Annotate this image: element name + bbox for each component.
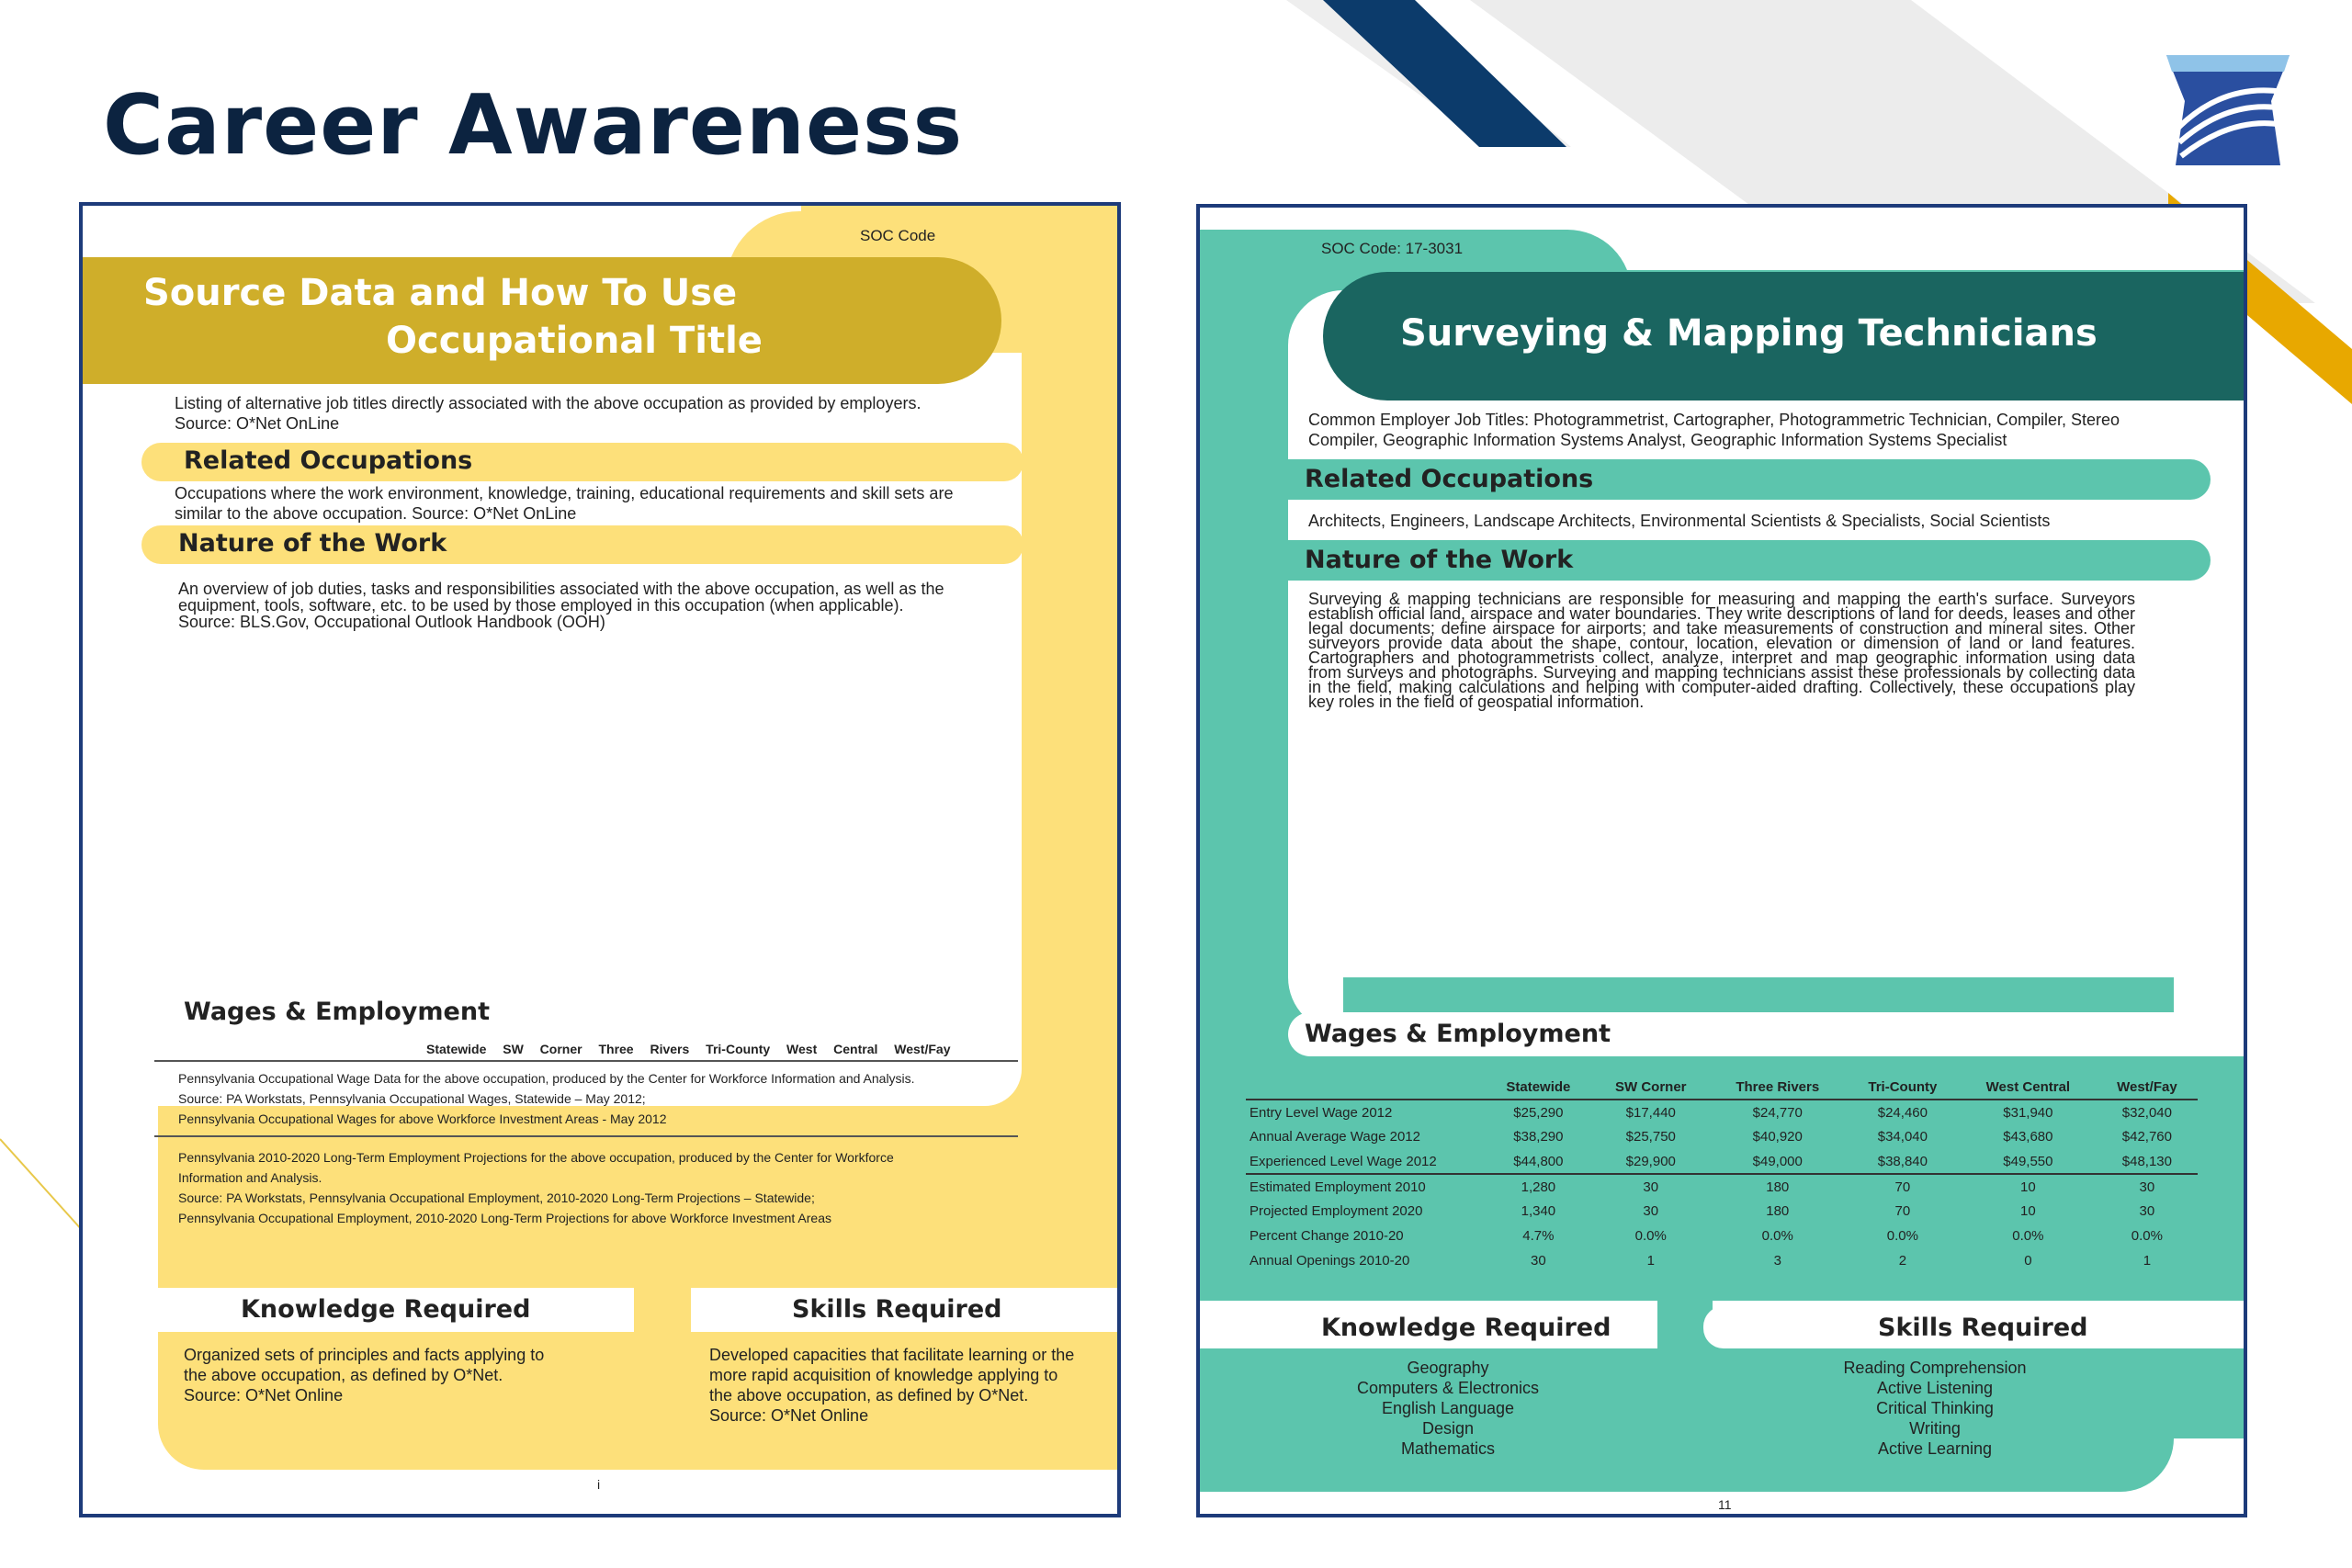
col-three-rivers: Three Rivers: [1736, 1078, 1820, 1095]
wages-note-3: Pennsylvania Occupational Wages for above Workforce Investment Areas - May 2012: [178, 1111, 667, 1126]
template-title-line1: Source Data and How To Use: [143, 272, 738, 314]
nature-heading: Nature of the Work: [178, 529, 447, 558]
row-label: Projected Employment 2020: [1250, 1203, 1423, 1219]
employment-note-2: Information and Analysis.: [178, 1170, 322, 1185]
table-cell: 180: [1766, 1179, 1790, 1195]
table-row: [1246, 1149, 2198, 1174]
col-statewide: Statewide: [1506, 1078, 1571, 1095]
skills-desc-1: Developed capacities that facilitate learning or the: [709, 1346, 1075, 1364]
wages-note-1: Pennsylvania Occupational Wage Data for the above occupation, produced by the Center for Workforce Information and Analysis.: [178, 1071, 915, 1086]
table-cell: 1,340: [1521, 1203, 1556, 1219]
knowledge-heading: Knowledge Required: [241, 1295, 531, 1324]
page-number-right: 11: [1718, 1497, 1732, 1512]
list-item: Geography: [1407, 1359, 1489, 1377]
table-cell: 0.0%: [1761, 1228, 1793, 1244]
table-row: [1246, 1174, 2198, 1199]
employment-note-1: Pennsylvania 2010-2020 Long-Term Employment Projections for the above occupation, produced by the Center for Workforce: [178, 1150, 894, 1165]
nature-desc-1: An overview of job duties, tasks and responsibilities associated with the above occupation, as well as the: [178, 580, 944, 598]
table-cell: $34,040: [1877, 1129, 1928, 1145]
table-cell: $38,840: [1877, 1153, 1928, 1169]
table-row: [1246, 1248, 2198, 1273]
template-page: [79, 202, 1121, 1517]
soc-code-label: SOC Code: [860, 227, 936, 244]
nature-desc-2: equipment, tools, software, etc. to be used by those employed in this occupation (when applicable).: [178, 596, 904, 615]
table-cell: 70: [1894, 1179, 1911, 1195]
list-item: Mathematics: [1400, 1439, 1496, 1458]
wages-heading: Wages & Employment: [184, 998, 490, 1026]
table-cell: 1,280: [1521, 1179, 1556, 1195]
related-occupations-list: Architects, Engineers, Landscape Architects, Environmental Scientists & Specialists, Social Scientists: [1308, 512, 2051, 530]
col-west-central: West Central: [1985, 1078, 2071, 1095]
table-cell: 30: [2139, 1203, 2155, 1219]
table-row: [1246, 1199, 2198, 1224]
table-cell: $43,680: [2003, 1129, 2053, 1145]
table-cell: 2: [1898, 1253, 1907, 1269]
table-row: [1246, 1224, 2198, 1248]
nature-description: Surveying & mapping technicians are responsible for measuring and mapping the earth's surface. Surveyors establish official land, airspace and water boundaries. They write descriptions of land for deeds, leases and other legal documents; define airspace for airports; and take measurements of construction and mineral sites. Other surveyors provide data about the shape, contour, location, elevation or dimension of land or land features. Cartographers and photogrammetrists collect, analyze, interpret and map geographic information using data from surveys and photographs. Surveying and mapping technicians assist these professionals by collecting data in the field, making calculations and helping with computer-aided drafting. Collectively, these occupations play key roles in the field of geospatial information.: [1308, 590, 2135, 711]
table-cell: $24,770: [1752, 1104, 1803, 1121]
knowledge-desc-3: Source: O*Net Online: [184, 1386, 344, 1404]
nature-heading: Nature of the Work: [1305, 546, 1574, 574]
alt-titles-source: Source: O*Net OnLine: [175, 414, 340, 433]
table-cell: $24,460: [1877, 1104, 1928, 1121]
template-title-line2: Occupational Title: [386, 320, 763, 362]
alt-titles-desc: Listing of alternative job titles directly associated with the above occupation as provided by employers.: [175, 394, 922, 412]
list-item: Reading Comprehension: [1843, 1359, 2027, 1377]
table-cell: 3: [1773, 1253, 1781, 1269]
table-cell: 0.0%: [1886, 1228, 1918, 1244]
table-cell: $42,760: [2121, 1129, 2172, 1145]
employment-note-4: Pennsylvania Occupational Employment, 2010-2020 Long-Term Projections for above Workforce Investment Areas: [178, 1211, 831, 1225]
related-occupations-heading: Related Occupations: [1305, 465, 1594, 493]
row-label: Entry Level Wage 2012: [1250, 1104, 1393, 1121]
table-cell: 0.0%: [2131, 1228, 2163, 1244]
gold-line: [0, 1139, 83, 1231]
table-cell: 30: [1643, 1179, 1659, 1195]
occupation-title: Surveying & Mapping Technicians: [1400, 312, 2098, 355]
row-label: Estimated Employment 2010: [1250, 1179, 1426, 1195]
table-cell: 30: [2139, 1179, 2155, 1195]
table-cell: 0.0%: [2012, 1228, 2044, 1244]
keystone-logo-icon: [2159, 28, 2297, 175]
col-sw-corner: SW Corner: [1615, 1078, 1687, 1095]
table-cell: $38,290: [1513, 1129, 1564, 1145]
list-item: Active Listening: [1876, 1379, 1994, 1397]
skills-heading: Skills Required: [1878, 1314, 2088, 1342]
table-cell: 1: [1646, 1253, 1655, 1269]
table-cell: $29,900: [1625, 1153, 1676, 1169]
table-cell: $49,000: [1752, 1153, 1803, 1169]
list-item: Design: [1421, 1419, 1475, 1438]
job-titles-2: Compiler, Geographic Information Systems Analyst, Geographic Information Systems Specialist: [1308, 431, 2007, 449]
table-cell: 10: [2020, 1179, 2036, 1195]
list-item: Writing: [1909, 1419, 1961, 1438]
knowledge-heading: Knowledge Required: [1321, 1314, 1611, 1342]
table-cell: $49,550: [2003, 1153, 2053, 1169]
list-item: English Language: [1381, 1399, 1515, 1417]
related-desc-1: Occupations where the work environment, knowledge, training, educational requirements and skill sets are: [175, 484, 954, 502]
knowledge-desc-2: the above occupation, as defined by O*Net.: [184, 1366, 503, 1384]
table-cell: 10: [2020, 1203, 2036, 1219]
table-cell: $44,800: [1513, 1153, 1564, 1169]
employment-note-3: Source: PA Workstats, Pennsylvania Occupational Employment, 2010-2020 Long-Term Projections – Statewide;: [178, 1190, 815, 1205]
col-west-fay: West/Fay: [2117, 1078, 2177, 1095]
table-cell: $31,940: [2003, 1104, 2053, 1121]
row-label: Experienced Level Wage 2012: [1250, 1153, 1437, 1169]
related-desc-2: similar to the above occupation. Source: O*Net OnLine: [175, 504, 577, 523]
slide-title: Career Awareness: [103, 77, 964, 174]
skills-desc-2: more rapid acquisition of knowledge applying to: [709, 1366, 1058, 1384]
table-cell: 70: [1894, 1203, 1911, 1219]
table-cell: 30: [1531, 1253, 1546, 1269]
table-cell: 30: [1643, 1203, 1659, 1219]
knowledge-desc-1: Organized sets of principles and facts applying to: [184, 1346, 545, 1364]
row-label: Annual Openings 2010-20: [1250, 1253, 1410, 1269]
wages-note-2: Source: PA Workstats, Pennsylvania Occupational Wages, Statewide – May 2012;: [178, 1091, 646, 1106]
skills-heading: Skills Required: [792, 1295, 1002, 1324]
table-cell: $40,920: [1752, 1129, 1803, 1145]
table-cell: 4.7%: [1522, 1228, 1555, 1244]
row-label: Annual Average Wage 2012: [1250, 1129, 1420, 1145]
wages-heading: Wages & Employment: [1305, 1020, 1611, 1048]
skills-desc-4: Source: O*Net Online: [709, 1406, 869, 1425]
knowledge-list: [1255, 1358, 1641, 1459]
example-page: [1196, 204, 2247, 1517]
table-cell: $32,040: [2121, 1104, 2172, 1121]
table-cell: $17,440: [1625, 1104, 1676, 1121]
row-label: Percent Change 2010-20: [1250, 1228, 1404, 1244]
table-row: [1246, 1100, 2198, 1124]
wages-column-headers: Statewide SW Corner Three Rivers Tri-County West Central West/Fay: [426, 1042, 951, 1056]
table-cell: 0.0%: [1634, 1228, 1667, 1244]
table-cell: 1: [2143, 1253, 2152, 1269]
list-item: Active Learning: [1877, 1439, 1993, 1458]
skills-desc-3: the above occupation, as defined by O*Net.: [709, 1386, 1029, 1404]
table-row: [1246, 1124, 2198, 1149]
wages-table: [1246, 1075, 2198, 1273]
table-cell: $25,290: [1513, 1104, 1564, 1121]
table-cell: $48,130: [2121, 1153, 2172, 1169]
page-number-left: i: [597, 1477, 601, 1492]
table-cell: 0: [2024, 1253, 2032, 1269]
list-item: Computers & Electronics: [1356, 1379, 1540, 1397]
nature-desc-3: Source: BLS.Gov, Occupational Outlook Handbook (OOH): [178, 613, 605, 631]
col-tri-county: Tri-County: [1868, 1078, 1938, 1095]
related-occupations-heading: Related Occupations: [184, 446, 473, 475]
soc-code-value: SOC Code: 17-3031: [1321, 240, 1464, 257]
table-cell: 180: [1766, 1203, 1790, 1219]
list-item: Critical Thinking: [1876, 1399, 1994, 1417]
table-cell: $25,750: [1625, 1129, 1676, 1145]
job-titles-1: Common Employer Job Titles: Photogrammetrist, Cartographer, Photogrammetric Technician, Compiler, Stereo: [1308, 411, 2120, 429]
